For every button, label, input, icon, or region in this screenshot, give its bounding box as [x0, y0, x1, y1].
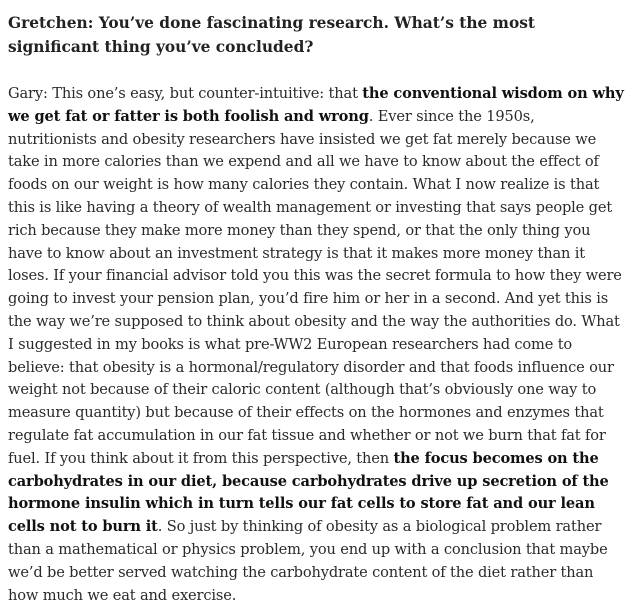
answer-paragraph [8, 83, 624, 607]
question-paragraph [8, 12, 624, 59]
answer-highlight-1: the conventional wisdom on why we get fat or fatter is both foolish and wrong [8, 85, 624, 125]
question-speaker: Gretchen: [8, 14, 94, 32]
question-text: You’ve done fascinating research. What’s the most significant thing you’ve concluded? [8, 14, 536, 56]
answer-text-1: This one’s easy, but counter-intuitive: that [52, 85, 363, 102]
answer-speaker: Gary: [8, 85, 48, 102]
answer-highlight-2: the focus becomes on the carbohydrates in our diet, because carbohydrates drive up secretion of the hormone insulin which in turn tells our fat cells to store fat and our lean cells not to burn it [8, 449, 609, 536]
interview-article [8, 0, 624, 607]
answer-text-3: . So just by thinking of obesity as a biological problem rather than a mathematical or physics problem, you end up with a conclusion that maybe we’d be better served watching the carbohydrate content of the diet rather than how much we eat and exercise. [8, 518, 608, 604]
answer-text-2: . Ever since the 1950s, nutritionists and obesity researchers have insisted we get fat merely because we take in more calories than we expend and all we have to know about the effect of foods on our weight is how many calories they contain. What I now realize is that this is like having a theory of wealth management or investing that says people get rich because they make more money than they spend, or that the only thing you have to know about an investment strategy is that it makes more money than it loses. If your financial advisor told you this was the secret formula to how they were going to invest your pension plan, you’d fire him or her in a second. And yet this is the way we’re supposed to think about obesity and the way the authorities do. What I suggested in my books is what pre-WW2 European researchers had come to believe: that obesity is a hormonal/regulatory disorder and that foods influence our weight not because of their caloric content (although that’s obviously one way to measure quantity) but because of their effects on the hormones and enzymes that regulate fat accumulation in our fat tissue and whether or not we burn that fat for fuel. If you think about it from this perspective, then [8, 107, 622, 467]
